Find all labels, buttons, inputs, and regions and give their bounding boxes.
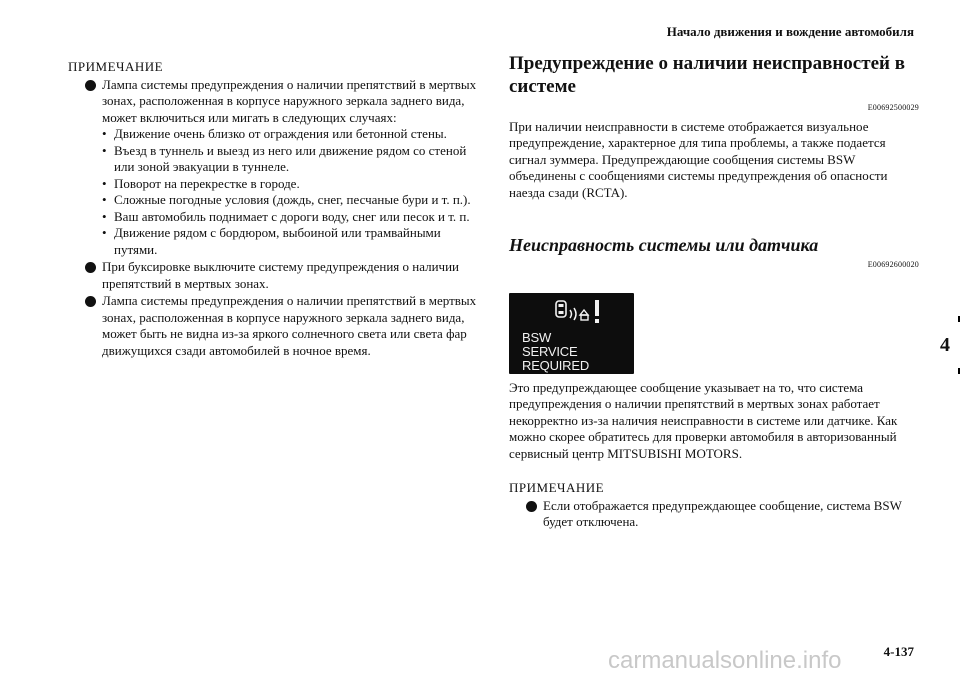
bullet-dot <box>526 501 537 512</box>
left-column <box>68 59 478 359</box>
display-line-1: BSW <box>522 329 552 345</box>
sub-item: • Движение очень близко от ограждения или бетонной стены. <box>102 126 478 143</box>
note-item-text: При буксировке выключите систему предупреждения о наличии препятствий в мертвых зонах. <box>102 259 459 291</box>
bsw-warning-icon <box>553 298 605 328</box>
sub-item: • Сложные погодные условия (дождь, снег, песчаные бури и т. п.). <box>102 192 478 209</box>
section-heading-system-failure: Неисправность системы или датчика <box>509 235 819 255</box>
sub-list <box>102 126 478 258</box>
note-item-text: Если отображается предупреждающее сообщение, система BSW будет отключена. <box>543 497 902 529</box>
bullet-dot <box>85 296 96 307</box>
sub-item: • Въезд в туннель и выезд из него или движение рядом со стеной или зоной эвакуации в туннеле. <box>102 143 478 176</box>
sub-item: • Поворот на перекрестке в городе. <box>102 176 478 193</box>
section-code: E00692500029 <box>867 103 919 112</box>
right-note <box>509 480 919 531</box>
note-item-text: Лампа системы предупреждения о наличии препятствий в мертвых зонах, расположенная в корпусе наружного зеркала заднего вида, может быть не видна из-за яркого солнечного света или света фар движущихся сзади автомобилей в ночное время. <box>102 293 477 358</box>
note-item <box>509 498 919 531</box>
section-heading-malfunction-warning: Предупреждение о наличии неисправностей в системе <box>509 53 905 97</box>
watermark: carmanualsonline.info <box>608 647 842 674</box>
bullet-dot <box>85 80 96 91</box>
page-number: 4-137 <box>883 644 914 659</box>
note-item-text: Лампа системы предупреждения о наличии препятствий в мертвых зонах, расположенная в корпусе наружного зеркала заднего вида, может включиться или мигать в следующих случаях: <box>102 76 477 125</box>
bsw-service-display <box>509 293 634 374</box>
chapter-tab: 4 <box>930 322 960 368</box>
bullet-dot <box>85 262 96 273</box>
sub-item: • Движение рядом с бордюром, выбоиной или трамвайными путями. <box>102 225 478 258</box>
running-header: Начало движения и вождение автомобиля <box>666 24 914 39</box>
sub-item: • Ваш автомобиль поднимает с дороги воду, снег или песок и т. п. <box>102 209 478 226</box>
note-item <box>68 77 478 259</box>
note-title: ПРИМЕЧАНИЕ <box>509 480 605 495</box>
note-title: ПРИМЕЧАНИЕ <box>68 59 164 74</box>
section-code: E00692600020 <box>867 260 919 269</box>
right-column <box>509 52 919 531</box>
section-paragraph: Это предупреждающее сообщение указывает на то, что система предупреждения о наличии препятствий в мертвых зонах работает некорректно из-за наличия неисправности в системе или датчике. Как можно скорее обратитесь для проверки автомобиля в авторизованный сервисный центр MITSUBISHI MOTORS. <box>509 379 898 461</box>
note-item <box>68 293 478 359</box>
note-item <box>68 259 478 292</box>
section-paragraph: При наличии неисправности в системе отображается визуальное предупреждение, характерное для типа проблемы, а также подается сигнал зуммера. Предупреждающие сообщения системы BSW объединены с сообщениями системы предупреждения об опасности наезда сзади (RCTA). <box>509 118 888 200</box>
display-line-2: SERVICE REQUIRED <box>522 343 590 373</box>
